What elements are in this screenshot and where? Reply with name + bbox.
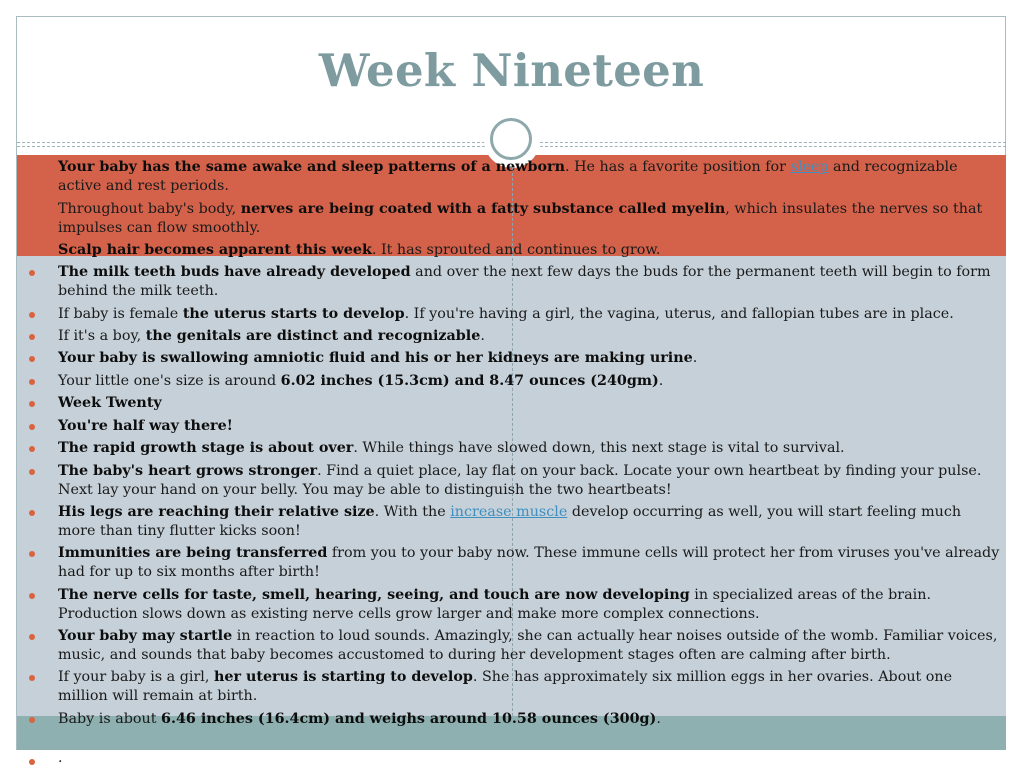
item-bold: The milk teeth buds have already developed [58,264,411,280]
item-bold: The rapid growth stage is about over [58,440,354,456]
item-bold: Scalp hair becomes apparent this week [58,242,372,258]
item-text: . With the [374,504,451,520]
item-text: . While things have slowed down, this next stage is vital to survival. [353,440,845,456]
bullet-icon [29,675,35,681]
item-bold: 6.46 inches (16.4cm) and weighs around 10.58 ounces (300g) [161,711,657,727]
slide-title: Week Nineteen [318,44,705,97]
item-text: develop occurring as well, you will start feeling much more than tiny flutter kicks soon! [58,504,962,539]
list-item [58,394,1003,413]
item-bold: nerves are being coated with a fatty substance called myelin [240,201,726,217]
item-text: in reaction to loud sounds. Amazingly, she can actually hear noises outside of the womb. Familiar voices, music, and sounds that baby becomes accustomed to during her development stages often are calming after birth. [58,628,998,663]
bullet-icon [29,270,35,276]
item-bold: the uterus starts to develop [182,306,405,322]
sleep-link[interactable]: sleep [790,159,829,175]
list-item [58,668,1003,706]
bullet-icon [29,424,35,430]
bullet-icon [29,312,35,318]
item-text: . He has a favorite position for [565,159,791,175]
item-text: and recognizable active and rest periods. [58,159,958,194]
item-bold: Immunities are being transferred [58,545,328,561]
item-text: . [692,350,698,366]
list-item [58,158,1003,196]
list-item [58,462,1003,500]
item-bold: The nerve cells for taste, smell, hearing, seeing, and touch are now developing [58,587,690,603]
item-bold: The baby's heart grows stronger [58,463,318,479]
item-bold: her uterus is starting to develop [213,669,473,685]
item-text: . [658,373,664,389]
item-text: Your little one's size is around [58,373,281,389]
item-text: . If you're having a girl, the vagina, uterus, and fallopian tubes are in place. [404,306,954,322]
list-item [58,417,1003,436]
item-text: Baby is about [58,711,162,727]
bullet-icon [29,593,35,599]
bullet-icon [29,717,35,723]
list-item [58,241,1003,260]
item-text: If it's a boy, [58,328,146,344]
list-item [58,710,1003,729]
item-text: . Find a quiet place, lay flat on your back. Locate your own heartbeat by finding your pulse. Next lay your hand on your belly. You may be able to distinguish the two heartbeats! [58,463,982,498]
item-text: Throughout baby's body, [58,201,241,217]
item-bold: Your baby is swallowing amniotic fluid and his or her kidneys are making urine [58,350,693,366]
item-bold: Week Twenty [58,395,162,411]
list-item [58,503,1003,541]
list-item [58,627,1003,665]
list-item [58,372,1003,391]
bullet-icon [29,379,35,385]
list-item [58,544,1003,582]
bullet-icon [29,446,35,452]
item-bold: Your baby may startle [58,628,233,644]
item-text: . It has sprouted and continues to grow. [371,242,661,258]
item-text: , which insulates the nerves so that impulses can flow smoothly. [58,201,983,236]
item-text: in specialized areas of the brain. Production slows down as existing nerve cells grow larger and make more complex connections. [58,587,931,622]
item-bold: the genitals are distinct and recognizable [145,328,481,344]
list-item [58,586,1003,624]
increase-muscle-link[interactable]: increase muscle [450,504,568,520]
item-bold: 6.02 inches (15.3cm) and 8.47 ounces (240gm) [280,373,659,389]
bullet-icon [29,334,35,340]
list-item [58,349,1003,368]
item-bold: You're half way there! [58,418,233,434]
item-text: If baby is female [58,306,183,322]
list-item [58,327,1003,346]
list-item [58,200,1003,238]
bullet-icon [29,469,35,475]
bullet-icon [29,356,35,362]
bullet-icon [29,759,35,765]
item-text: . [58,750,63,766]
list-item [58,439,1003,458]
item-text: . She has approximately six million eggs in her ovaries. About one million will remain at birth. [58,669,953,704]
item-text: and over the next few days the buds for the permanent teeth will begin to form behind the milk teeth. [58,264,991,299]
bullet-icon [29,401,35,407]
item-text: . [480,328,485,344]
list-item [58,749,1003,768]
list-item [58,263,1003,301]
item-bold: His legs are reaching their relative size [58,504,375,520]
list-item [58,305,1003,324]
bullet-icon [29,510,35,516]
bullet-icon [29,551,35,557]
item-text: If your baby is a girl, [58,669,214,685]
item-text: from you to your baby now. These immune cells will protect her from viruses you've already had for up to six months after birth! [58,545,1000,580]
bullet-icon [29,634,35,640]
item-bold: Your baby has the same awake and sleep patterns of a newborn [58,159,565,175]
item-text: . [656,711,661,727]
